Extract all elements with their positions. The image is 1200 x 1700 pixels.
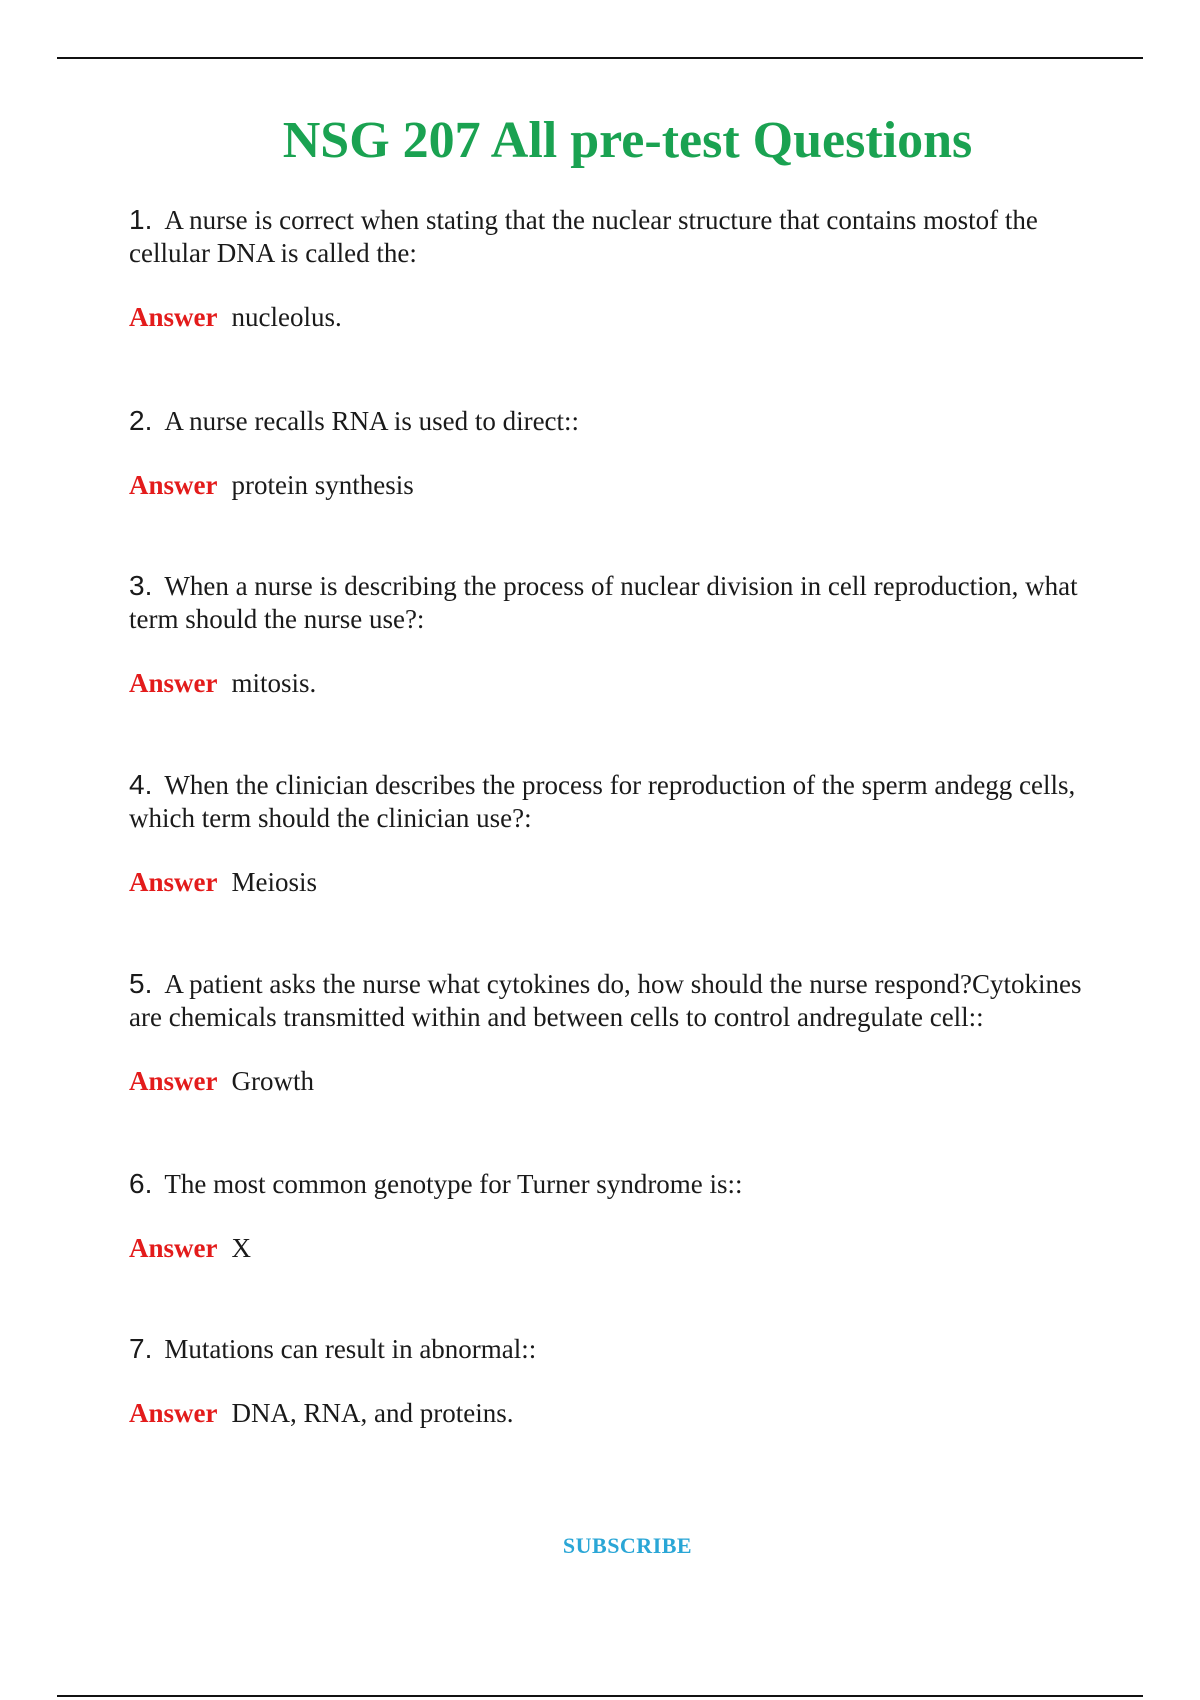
question-body: The most common genotype for Turner syndrome is:: — [164, 1169, 743, 1199]
answer-line — [129, 1232, 1114, 1265]
question-text — [129, 1167, 1114, 1201]
question-block-6 — [129, 1167, 1114, 1265]
question-text — [129, 404, 1114, 438]
question-number: 6. — [129, 1168, 153, 1199]
question-body: Mutations can result in abnormal:: — [164, 1334, 537, 1364]
answer-label: Answer — [129, 1066, 218, 1096]
question-number: 2. — [129, 405, 153, 436]
question-block-2 — [129, 404, 1114, 502]
subscribe-link[interactable]: SUBSCRIBE — [562, 1533, 693, 1558]
answer-label: Answer — [129, 867, 218, 897]
answer-label: Answer — [129, 302, 218, 332]
answer-label: Answer — [129, 668, 218, 698]
question-text — [129, 1332, 1114, 1366]
top-rule — [57, 57, 1143, 59]
answer-line — [129, 667, 1114, 700]
question-text — [129, 569, 1114, 636]
answer-value: mitosis. — [231, 668, 317, 698]
page-title: NSG 207 All pre-test Questions — [282, 112, 973, 169]
question-number: 4. — [129, 769, 153, 800]
answer-line — [129, 866, 1114, 899]
question-block-5 — [129, 967, 1114, 1098]
answer-label: Answer — [129, 1233, 218, 1263]
question-number: 1. — [129, 204, 153, 235]
question-body: A nurse recalls RNA is used to direct:: — [164, 406, 580, 436]
question-number: 5. — [129, 968, 153, 999]
question-body: A patient asks the nurse what cytokines do, how should the nurse respond?Cytokines are chemicals transmitted within and between cells to control andregulate cell:: — [129, 969, 1082, 1032]
question-block-3 — [129, 569, 1114, 700]
answer-line — [129, 469, 1114, 502]
answer-value: X — [231, 1233, 251, 1263]
question-block-1 — [129, 203, 1114, 334]
answer-label: Answer — [129, 1398, 218, 1428]
question-block-4 — [129, 768, 1114, 899]
question-body: When the clinician describes the process for reproduction of the sperm andegg cells, which term should the clinician use?: — [129, 770, 1076, 833]
question-body: When a nurse is describing the process of nuclear division in cell reproduction, what term should the nurse use?: — [129, 571, 1078, 634]
question-body: A nurse is correct when stating that the nuclear structure that contains mostof the cellular DNA is called the: — [129, 205, 1038, 268]
answer-value: nucleolus. — [231, 302, 342, 332]
answer-value: Meiosis — [231, 867, 318, 897]
bottom-rule — [57, 1695, 1143, 1697]
answer-value: DNA, RNA, and proteins. — [231, 1398, 514, 1428]
question-text — [129, 203, 1114, 270]
question-number: 7. — [129, 1333, 153, 1364]
answer-line — [129, 1065, 1114, 1098]
answer-value: protein synthesis — [231, 470, 414, 500]
question-block-7 — [129, 1332, 1114, 1430]
question-number: 3. — [129, 570, 153, 601]
answer-line — [129, 1397, 1114, 1430]
answer-label: Answer — [129, 470, 218, 500]
answer-line — [129, 301, 1114, 334]
question-text — [129, 967, 1114, 1034]
answer-value: Growth — [231, 1066, 314, 1096]
question-text — [129, 768, 1114, 835]
